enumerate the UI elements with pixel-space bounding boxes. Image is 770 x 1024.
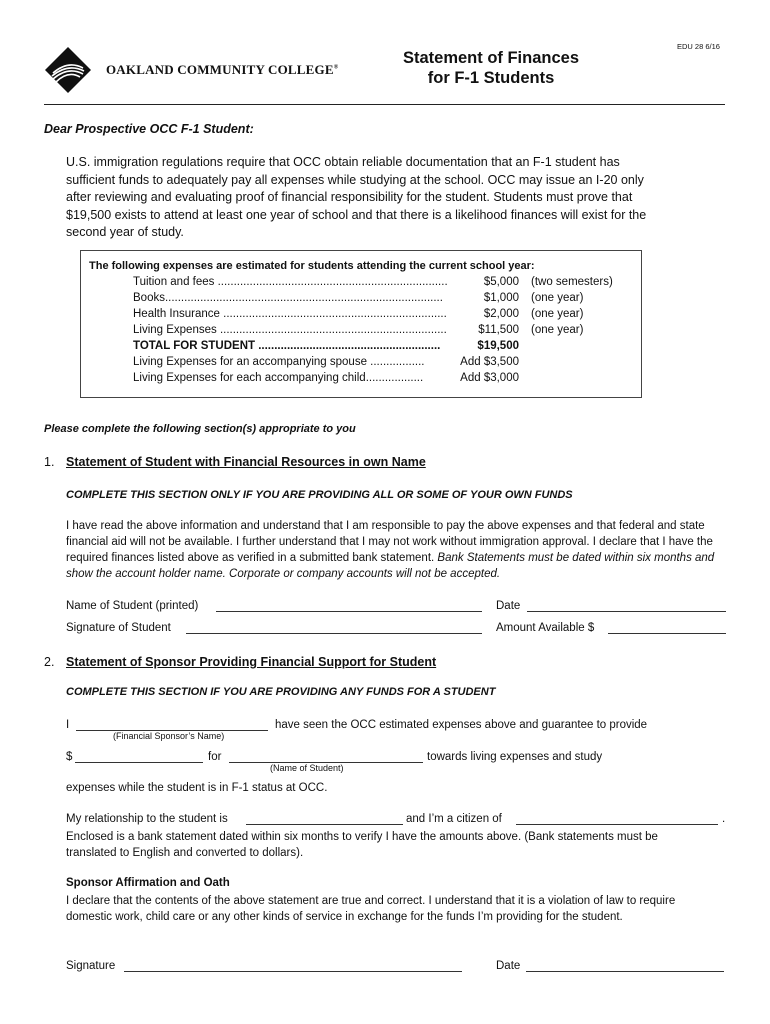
registered-mark: ® — [333, 64, 339, 71]
expense-row — [133, 308, 584, 323]
citizen-label: and I’m a citizen of — [406, 813, 502, 825]
greeting: Dear Prospective OCC F-1 Student: — [44, 122, 254, 136]
sponsor-name-caption: (Financial Sponsor’s Name) — [113, 731, 225, 741]
expense-note: (one year) — [531, 292, 584, 304]
expense-note: (two semesters) — [531, 276, 613, 288]
instruction-text: Please complete the following section(s) appropriate to you — [44, 423, 356, 435]
student-signature-label: Signature of Student — [66, 622, 171, 634]
expense-row — [133, 372, 519, 387]
expense-amount: Add $3,000 — [460, 372, 519, 384]
relationship-field[interactable] — [246, 824, 403, 825]
header-divider — [44, 104, 725, 105]
expense-row — [133, 324, 584, 339]
expense-label: Living Expenses for each accompanying child.................. — [133, 372, 424, 384]
guarantee-text: have seen the OCC estimated expenses above and guarantee to provide — [275, 719, 648, 731]
college-logo — [44, 46, 92, 94]
amount-available-field[interactable] — [608, 633, 726, 634]
expense-label: Books....................................................................................... — [133, 292, 443, 304]
expense-row — [133, 340, 519, 355]
section2-number: 2. — [44, 655, 55, 669]
oath-heading: Sponsor Affirmation and Oath — [66, 877, 230, 889]
enclosed-text: Enclosed is a bank statement dated within six months to verify I have the amounts above. (Bank statements must be translated to English and converted to dollars). — [66, 831, 658, 859]
relationship-label: My relationship to the student is — [66, 813, 228, 825]
page-title: Statement of Finances for F-1 Students — [402, 49, 580, 87]
expense-amount: $5,000 — [483, 276, 519, 288]
student-name-label: Name of Student (printed) — [66, 600, 199, 612]
expense-note: (one year) — [531, 308, 584, 320]
form-code: EDU 28 6/16 — [677, 42, 720, 51]
section1-body: I have read the above information and understand that I am responsible to pay the above expenses and that federal and state financial aid will not be available. I further understand that I may not work without immigration approval. I declare that I have the required finances listed above as verified in a submitted bank statement. Bank Statements must be dated within six months and show the account holder name. Corporate or company accounts will not be accepted. — [66, 520, 715, 580]
expense-amount: Add $3,500 — [460, 356, 519, 368]
section2-title: Statement of Sponsor Providing Financial Support for Student — [66, 655, 437, 669]
expense-amount: $11,500 — [478, 324, 519, 336]
student-date-label: Date — [496, 600, 521, 612]
expense-label: Health Insurance ...................................................................... — [133, 308, 447, 320]
expenses-heading: The following expenses are estimated for students attending the current school year: — [89, 260, 535, 272]
sponsor-date-field[interactable] — [526, 971, 724, 972]
section1-number: 1. — [44, 455, 55, 469]
towards-text: towards living expenses and study — [427, 751, 603, 763]
expenses-status-text: expenses while the student is in F-1 status at OCC. — [66, 782, 328, 794]
student-date-field[interactable] — [527, 611, 726, 612]
for-label: for — [208, 751, 222, 763]
expense-row — [133, 356, 519, 371]
student-signature-field[interactable] — [186, 633, 482, 634]
sponsor-date-label: Date — [496, 960, 521, 972]
section1-title: Statement of Student with Financial Resources in own Name — [66, 455, 426, 469]
section1-body-italic: Bank Statements must be dated within six months and show the account holder name. Corporate or company accounts will not be accepted. — [66, 552, 715, 580]
sponsor-signature-label: Signature — [66, 960, 116, 972]
sponsor-i-label: I — [66, 719, 70, 731]
sponsor-signature-field[interactable] — [124, 971, 462, 972]
expense-note: (one year) — [531, 324, 584, 336]
student-name-field[interactable] — [216, 611, 482, 612]
citizen-period: . — [722, 813, 726, 825]
expense-label: TOTAL FOR STUDENT ......................................................... — [133, 340, 441, 352]
intro-paragraph: U.S. immigration regulations require that OCC obtain reliable documentation that an F-1 student has sufficient funds to adequately pay all expenses while studying at the school. OCC may issue an I-20 only after reviewing and evaluating proof of financial responsibility for the student. Students must prove that $19,500 exists to attend at least one year of school and that there is a likelihood finances will exist for the second year of study. — [66, 155, 647, 239]
oath-text: I declare that the contents of the above statement are true and correct. I understand that it is a violation of law to require domestic work, child care or any other kinds of service in exchange for the funds I’m providing for the student. — [66, 895, 676, 923]
citizenship-field[interactable] — [516, 824, 718, 825]
sponsor-amount-field[interactable] — [75, 762, 203, 763]
section1-subtitle: COMPLETE THIS SECTION ONLY IF YOU ARE PROVIDING ALL OR SOME OF YOUR OWN FUNDS — [66, 489, 573, 501]
college-name: OAKLAND COMMUNITY COLLEGE® — [106, 62, 339, 77]
expense-label: Living Expenses for an accompanying spouse ................. — [133, 356, 425, 368]
student-name-caption: (Name of Student) — [270, 763, 344, 773]
expense-row — [133, 276, 613, 291]
expense-amount: $19,500 — [477, 340, 519, 352]
amount-available-label: Amount Available $ — [496, 622, 595, 634]
expense-label: Tuition and fees ........................................................................ — [133, 276, 448, 288]
section2-subtitle: COMPLETE THIS SECTION IF YOU ARE PROVIDING ANY FUNDS FOR A STUDENT — [66, 686, 496, 698]
expense-label: Living Expenses ....................................................................... — [133, 324, 447, 336]
dollar-label: $ — [66, 751, 73, 763]
expense-row — [133, 292, 584, 307]
expense-amount: $2,000 — [483, 308, 519, 320]
expense-amount: $1,000 — [483, 292, 519, 304]
